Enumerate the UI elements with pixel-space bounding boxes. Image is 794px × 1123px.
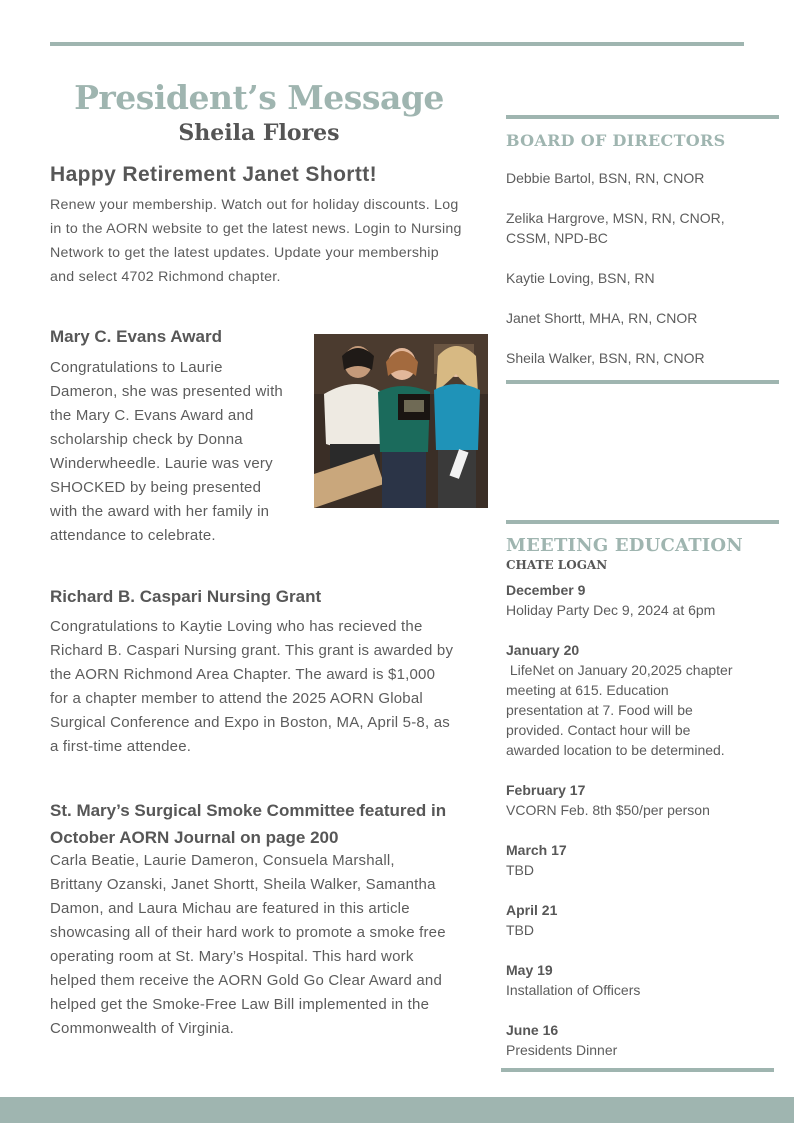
award-photo [314, 334, 488, 508]
meeting-event [506, 580, 776, 620]
evans-line: Winderwheedle. Laurie was very [50, 455, 273, 472]
smoke-line: helped get the Smoke-Free Law Bill implemented in the [50, 996, 430, 1013]
board-member: Janet Shortt, MHA, RN, CNOR [506, 310, 698, 326]
president-name: Sheila Flores [178, 120, 340, 146]
footer-band [0, 1097, 794, 1123]
intro-line: and select 4702 Richmond chapter. [50, 269, 281, 285]
event-date: December 9 [506, 582, 586, 598]
board-bottom-rule [506, 380, 779, 384]
meeting-schedule [506, 580, 776, 1060]
smoke-line: Carla Beatie, Laurie Dameron, Consuela Marshall, [50, 852, 395, 869]
event-detail: TBD [506, 862, 534, 878]
board-member-line: CSSM, NPD-BC [506, 230, 608, 246]
event-detail: VCORN Feb. 8th $50/per person [506, 802, 710, 818]
evans-award-paragraph [50, 356, 310, 548]
evans-line: SHOCKED by being presented [50, 479, 262, 496]
meeting-event [506, 960, 776, 1000]
retirement-heading: Happy Retirement Janet Shortt! [50, 163, 378, 186]
meeting-title: MEETING EDUCATION [506, 535, 743, 556]
event-detail: awarded location to be determined. [506, 742, 725, 758]
smoke-line: Commonwealth of Virginia. [50, 1020, 234, 1037]
meeting-subtitle: CHATE LOGAN [506, 558, 608, 572]
event-detail: presentation at 7. Food will be [506, 702, 693, 718]
caspari-line: Richard B. Caspari Nursing grant. This grant is awarded by [50, 642, 454, 659]
meeting-event [506, 780, 776, 820]
event-detail: Installation of Officers [506, 982, 641, 998]
caspari-line: Congratulations to Kaytie Loving who has recieved the [50, 618, 423, 635]
intro-paragraph [50, 193, 495, 289]
top-rule [50, 42, 744, 46]
board-member-line: Zelika Hargrove, MSN, RN, CNOR, [506, 210, 725, 226]
event-date: April 21 [506, 902, 558, 918]
caspari-line: Surgical Conference and Expo in Boston, MA, April 5-8, as [50, 714, 450, 731]
event-detail: meeting at 615. Education [506, 682, 669, 698]
event-date: June 16 [506, 1022, 559, 1038]
event-detail: Holiday Party Dec 9, 2024 at 6pm [506, 602, 716, 618]
evans-award-heading: Mary C. Evans Award [50, 327, 222, 346]
evans-line: with the award with her family in [50, 503, 270, 520]
event-detail: TBD [506, 922, 534, 938]
caspari-grant-heading: Richard B. Caspari Nursing Grant [50, 587, 322, 606]
meeting-event [506, 840, 776, 880]
evans-line: Dameron, she was presented with [50, 383, 283, 400]
smoke-line: helped them receive the AORN Gold Go Clear Award and [50, 972, 442, 989]
evans-line: Congratulations to Laurie [50, 359, 223, 376]
page-title: President’s Message [74, 78, 444, 117]
event-date: May 19 [506, 962, 553, 978]
meeting-event [506, 900, 776, 940]
event-date: March 17 [506, 842, 567, 858]
smoke-line: Brittany Ozanski, Janet Shortt, Sheila Walker, Samantha [50, 876, 436, 893]
caspari-line: a first-time attendee. [50, 738, 192, 755]
event-date: January 20 [506, 642, 580, 658]
intro-line: Network to get the latest updates. Update your membership [50, 245, 439, 261]
smoke-committee-paragraph [50, 849, 490, 1041]
smoke-line: showcasing all of their hard work to promote a smoke free [50, 924, 446, 941]
meeting-bottom-rule [501, 1068, 774, 1072]
event-detail: Presidents Dinner [506, 1042, 618, 1058]
intro-line: in to the AORN website to get the latest news. Login to Nursing [50, 221, 462, 237]
board-top-rule [506, 115, 779, 119]
smoke-line: operating room at St. Mary’s Hospital. This hard work [50, 948, 414, 965]
evans-line: the Mary C. Evans Award and [50, 407, 254, 424]
board-member: Debbie Bartol, BSN, RN, CNOR [506, 170, 705, 186]
meeting-top-rule [506, 520, 779, 524]
caspari-line: the AORN Richmond Area Chapter. The award is $1,000 [50, 666, 436, 683]
board-list [506, 168, 776, 368]
meeting-event [506, 640, 776, 760]
smoke-line: Damon, and Laura Michau are featured in this article [50, 900, 410, 917]
caspari-grant-paragraph [50, 615, 490, 759]
event-date: February 17 [506, 782, 586, 798]
smoke-committee-heading [50, 797, 446, 851]
intro-line: Renew your membership. Watch out for holiday discounts. Log [50, 197, 459, 213]
meeting-event [506, 1020, 776, 1060]
board-member: Sheila Walker, BSN, RN, CNOR [506, 350, 705, 366]
caspari-line: for a chapter member to attend the 2025 AORN Global [50, 690, 423, 707]
board-member: Kaytie Loving, BSN, RN [506, 270, 655, 286]
smoke-heading-line: St. Mary’s Surgical Smoke Committee featured in [50, 801, 447, 820]
board-member [506, 208, 776, 248]
event-detail: LifeNet on January 20,2025 chapter [506, 662, 733, 678]
award-photo-illustration [314, 334, 488, 508]
board-title: BOARD OF DIRECTORS [506, 131, 726, 150]
evans-line: attendance to celebrate. [50, 527, 216, 544]
evans-line: scholarship check by Donna [50, 431, 243, 448]
smoke-heading-line: October AORN Journal on page 200 [50, 828, 339, 847]
event-detail: provided. Contact hour will be [506, 722, 691, 738]
